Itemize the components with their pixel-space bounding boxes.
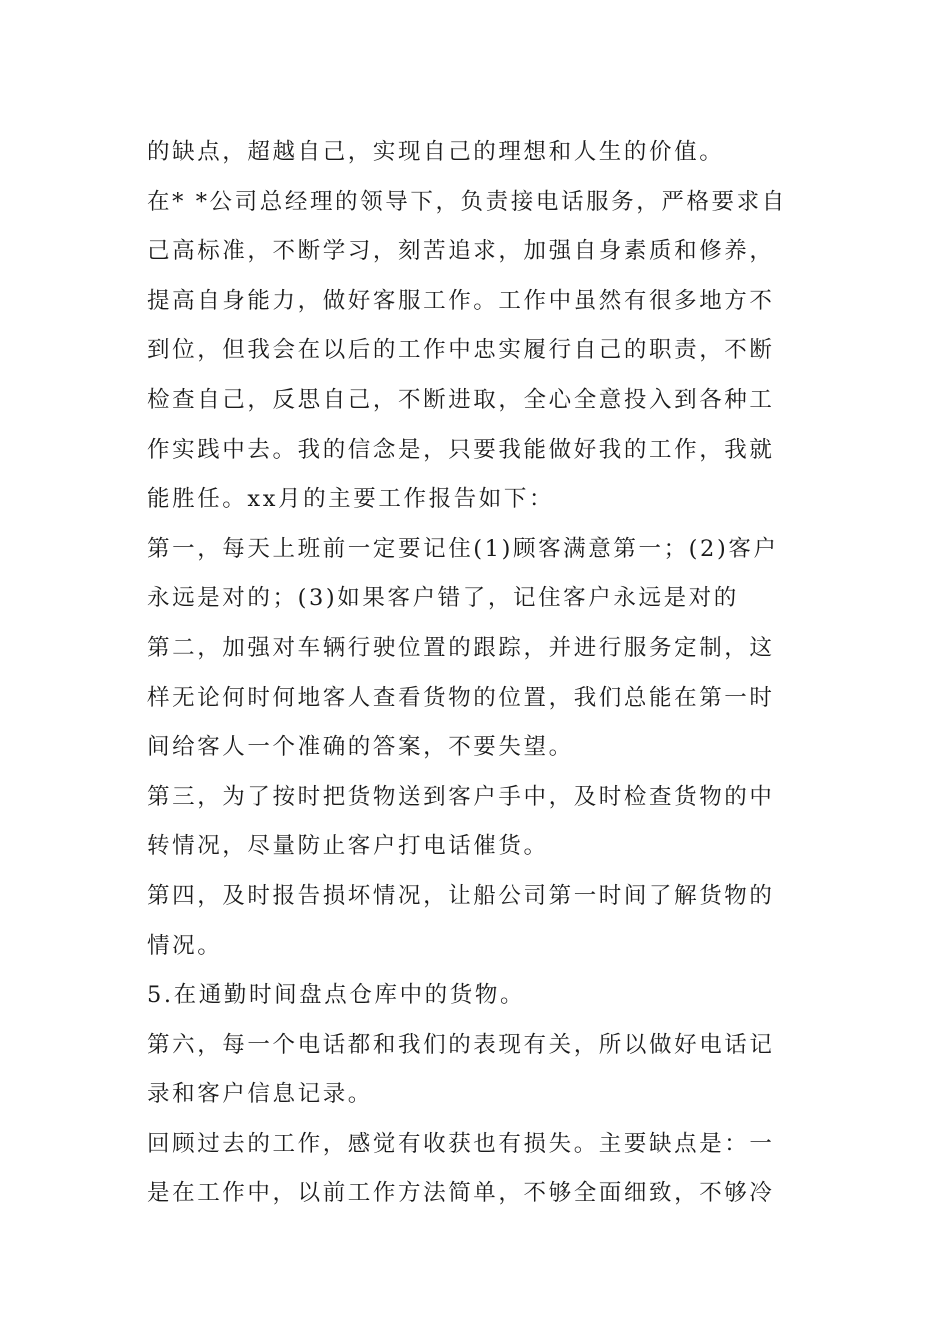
text-line: 5.在通勤时间盘点仓库中的货物。 [147, 982, 526, 1009]
text-line: 能胜任。xx月的主要工作报告如下： [147, 486, 555, 513]
text-line: 情况。 [147, 932, 223, 959]
text-line: 间给客人一个准确的答案，不要失望。 [147, 734, 574, 761]
text-line: 转情况，尽量防止客户打电话催货。 [147, 833, 549, 860]
text-line: 作实践中去。我的信念是，只要我能做好我的工作，我就 [147, 436, 775, 463]
text-line: 的缺点，超越自己，实现自己的理想和人生的价值。 [147, 139, 725, 165]
text-line: 提高自身能力，做好客服工作。工作中虽然有很多地方不 [147, 287, 775, 314]
text-line: 第一，每天上班前一定要记住(1)顾客满意第一；(2)客户 [147, 535, 779, 562]
text-line: 是在工作中，以前工作方法简单，不够全面细致，不够冷 [147, 1180, 775, 1207]
text-line: 回顾过去的工作，感觉有收获也有损失。主要缺点是：一 [147, 1130, 775, 1157]
text-line: 在* *公司总经理的领导下，负责接电话服务，严格要求自 [147, 188, 787, 215]
text-line: 录和客户信息记录。 [147, 1081, 373, 1108]
document-body [147, 128, 807, 1219]
text-line: 第三，为了按时把货物送到客户手中，及时检查货物的中 [147, 783, 775, 810]
text-line: 己高标准，不断学习，刻苦追求，加强自身素质和修养， [147, 238, 775, 265]
text-line: 到位，但我会在以后的工作中忠实履行自己的职责，不断 [147, 337, 775, 364]
text-line: 第四，及时报告损坏情况，让船公司第一时间了解货物的 [147, 882, 775, 909]
text-line: 第二，加强对车辆行驶位置的跟踪，并进行服务定制，这 [147, 634, 775, 661]
text-line: 第六，每一个电话都和我们的表现有关，所以做好电话记 [147, 1031, 775, 1058]
text-line: 永远是对的；(3)如果客户错了，记住客户永远是对的 [147, 585, 739, 612]
text-line: 样无论何时何地客人查看货物的位置，我们总能在第一时 [147, 684, 775, 711]
text-line: 检查自己，反思自己，不断进取，全心全意投入到各种工 [147, 386, 775, 413]
